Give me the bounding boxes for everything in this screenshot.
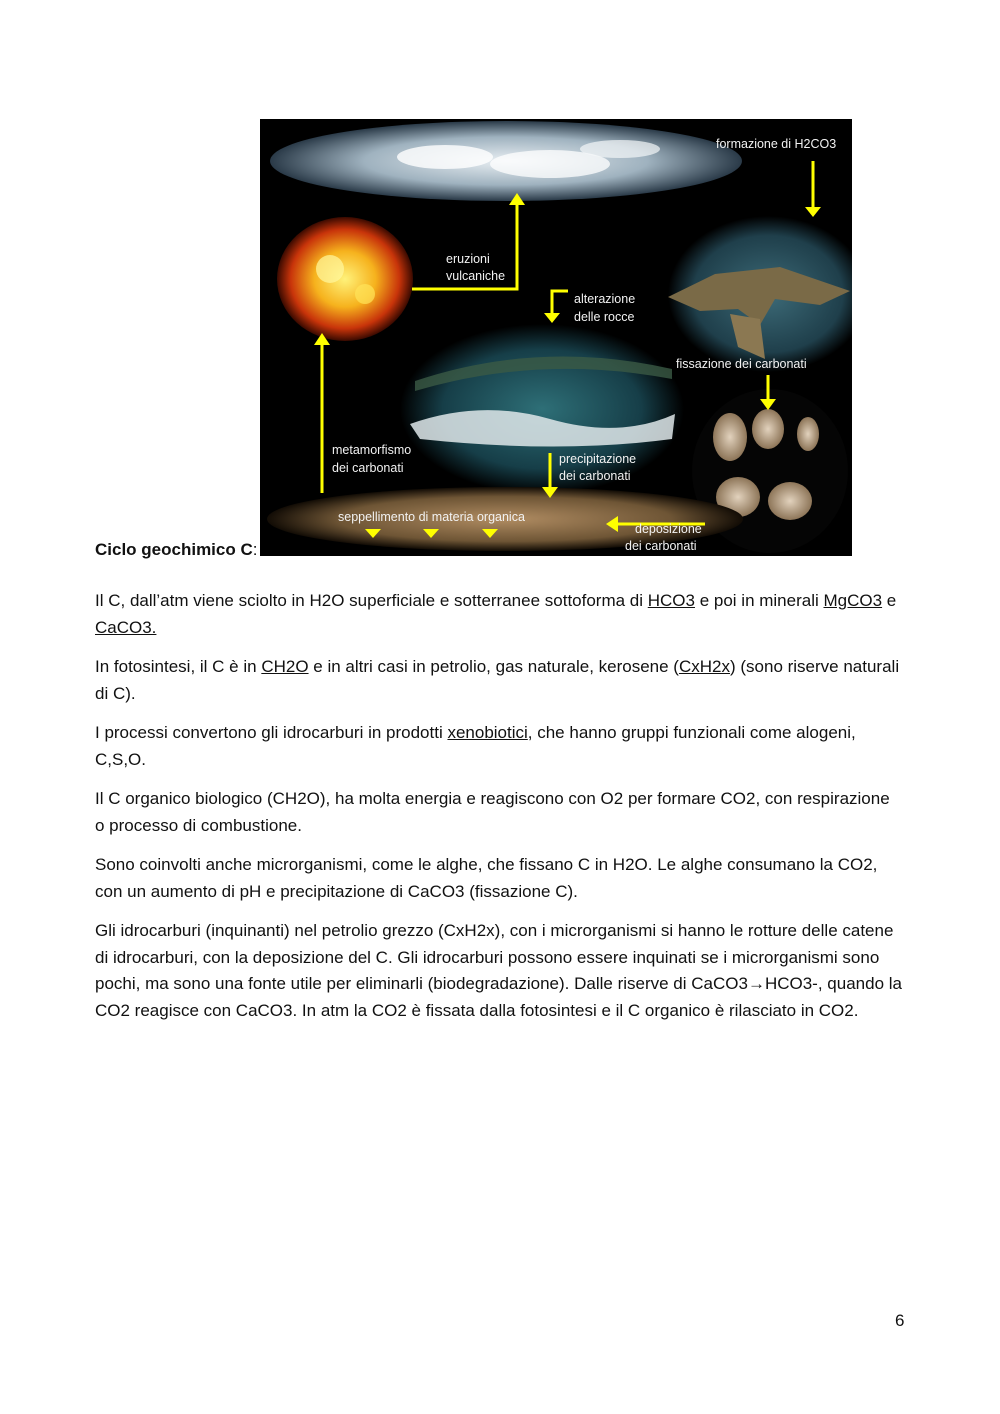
- p1-text-c: e: [882, 591, 897, 610]
- p1-term-caco3: CaCO3.: [95, 617, 157, 637]
- label-formazione: formazione di H2CO3: [716, 137, 837, 151]
- paragraph-1: [95, 588, 903, 641]
- paragraph-4: Il C organico biologico (CH2O), ha molta energia e reagiscono con O2 per formare CO2, con respirazione o processo di combustione.: [95, 789, 890, 835]
- label-metamorfismo-1: metamorfismo: [332, 443, 412, 457]
- p1-term-mgco3: MgCO3: [823, 591, 883, 610]
- label-eruzioni-1: eruzioni: [446, 252, 490, 266]
- arrow-alterazione: [552, 291, 568, 315]
- label-metamorfismo-2: dei carbonati: [332, 461, 404, 475]
- label-alterazione-2: delle rocce: [574, 310, 635, 324]
- p2-term-ch2o: CH2O: [261, 657, 309, 676]
- p2-text-b: e in altri casi in petrolio, gas naturale, kerosene (: [308, 657, 679, 676]
- section-heading-colon: :: [252, 540, 258, 559]
- label-precipitazione-1: precipitazione: [559, 452, 637, 466]
- paragraph-5: Sono coinvolti anche microrganismi, come le alghe, che fissano C in H2O. Le alghe consumano la CO2, con un aumento di pH e precipitazione di CaCO3 (fissazione C).: [95, 855, 878, 901]
- sky-clouds-image: [270, 121, 742, 201]
- sea-waves-image: [400, 324, 684, 494]
- p2-text-c: ) (sono riserve naturali di C).: [95, 657, 900, 703]
- volcanic-lava-image: [277, 217, 413, 341]
- p1-text-a: Il C, dall’atm viene sciolto in H2O superficiale e sotterranee sottoforma di: [95, 591, 648, 610]
- label-deposizione-1: deposizione: [635, 522, 702, 536]
- p2-text-a: In fotosintesi, il C è in: [95, 657, 262, 676]
- p6-text-a: Gli idrocarburi (inquinanti) nel petrolio grezzo (CxH2x), con i microrganismi si hanno le rotture delle catene di idrocarburi, con la deposizione del C. Gli idrocarburi possono essere inquinati se i microrganismi sono pochi, ma sono una fonte utile per eliminarli (biodegradazione). Dalle riserve di CaCO3: [95, 921, 894, 993]
- carbon-cycle-diagram: [260, 119, 852, 556]
- label-fissazione: fissazione dei carbonati: [676, 357, 807, 371]
- p3-text-b: , che hanno gruppi funzionali come alogeni, C,S,O.: [95, 723, 856, 769]
- section-heading-title: Ciclo geochimico C: [95, 540, 253, 559]
- label-deposizione-2: dei carbonati: [625, 539, 697, 553]
- weathered-rock-image: [668, 216, 852, 372]
- label-alterazione-1: alterazione: [574, 292, 636, 306]
- page-number: 6: [895, 1311, 905, 1330]
- paragraph-2: [95, 654, 903, 707]
- paragraph-6: [95, 918, 903, 1024]
- label-precipitazione-2: dei carbonati: [559, 469, 631, 483]
- body-text: [95, 588, 903, 1037]
- label-eruzioni-2: vulcaniche: [446, 269, 506, 283]
- label-seppellimento: seppellimento di materia organica: [338, 510, 525, 524]
- p6-arrow-symbol: →: [747, 974, 765, 993]
- p6-text-b: HCO3-, quando la CO2 reagisce con CaCO3. In atm la CO2 è fissata dalla fotosintesi e il C organico è rilasciato in CO2.: [95, 974, 902, 1020]
- section-heading: [95, 540, 257, 560]
- p1-term-hco3: HCO3: [647, 591, 695, 610]
- paragraph-3: [95, 720, 903, 773]
- p3-term-xenobiotici: xenobiotici: [447, 723, 528, 742]
- p3-text-a: I processi convertono gli idrocarburi in prodotti: [95, 723, 448, 742]
- p1-text-b: e poi in minerali: [694, 591, 824, 610]
- p2-term-cxh2x: CxH2x: [678, 657, 730, 676]
- carbon-cycle-svg: [260, 119, 852, 556]
